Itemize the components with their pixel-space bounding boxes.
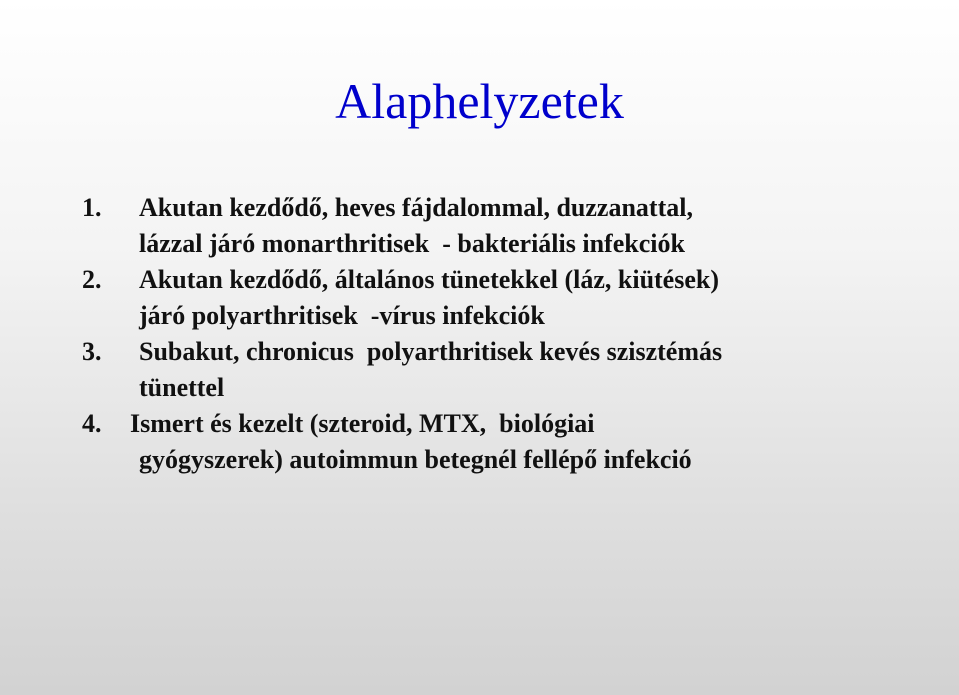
list-item — [82, 406, 942, 478]
list-item-line: gyógyszerek) autoimmun betegnél fellépő infekció — [139, 445, 692, 474]
list-item — [82, 190, 942, 262]
list-item-number: 1. — [82, 193, 102, 222]
list-item-number: 4. — [82, 409, 102, 438]
list-item — [82, 262, 942, 334]
list-item-line: Ismert és kezelt (szteroid, MTX, biológiai — [130, 409, 595, 438]
list-item-line: Akutan kezdődő, heves fájdalommal, duzzanattal, — [139, 193, 693, 222]
list-item-line: lázzal járó monarthritisek - bakteriális infekciók — [139, 229, 685, 258]
list-item — [82, 334, 942, 406]
list-item-number: 2. — [82, 265, 102, 294]
numbered-list — [82, 190, 942, 478]
list-item-line: tünettel — [139, 373, 225, 402]
list-item-number: 3. — [82, 337, 102, 366]
list-item-line: járó polyarthritisek -vírus infekciók — [139, 301, 545, 330]
slide-title: Alaphelyzetek — [335, 73, 624, 129]
list-item-line: Subakut, chronicus polyarthritisek kevés szisztémás — [139, 337, 723, 366]
list-item-line: Akutan kezdődő, általános tünetekkel (láz, kiütések) — [139, 265, 719, 294]
